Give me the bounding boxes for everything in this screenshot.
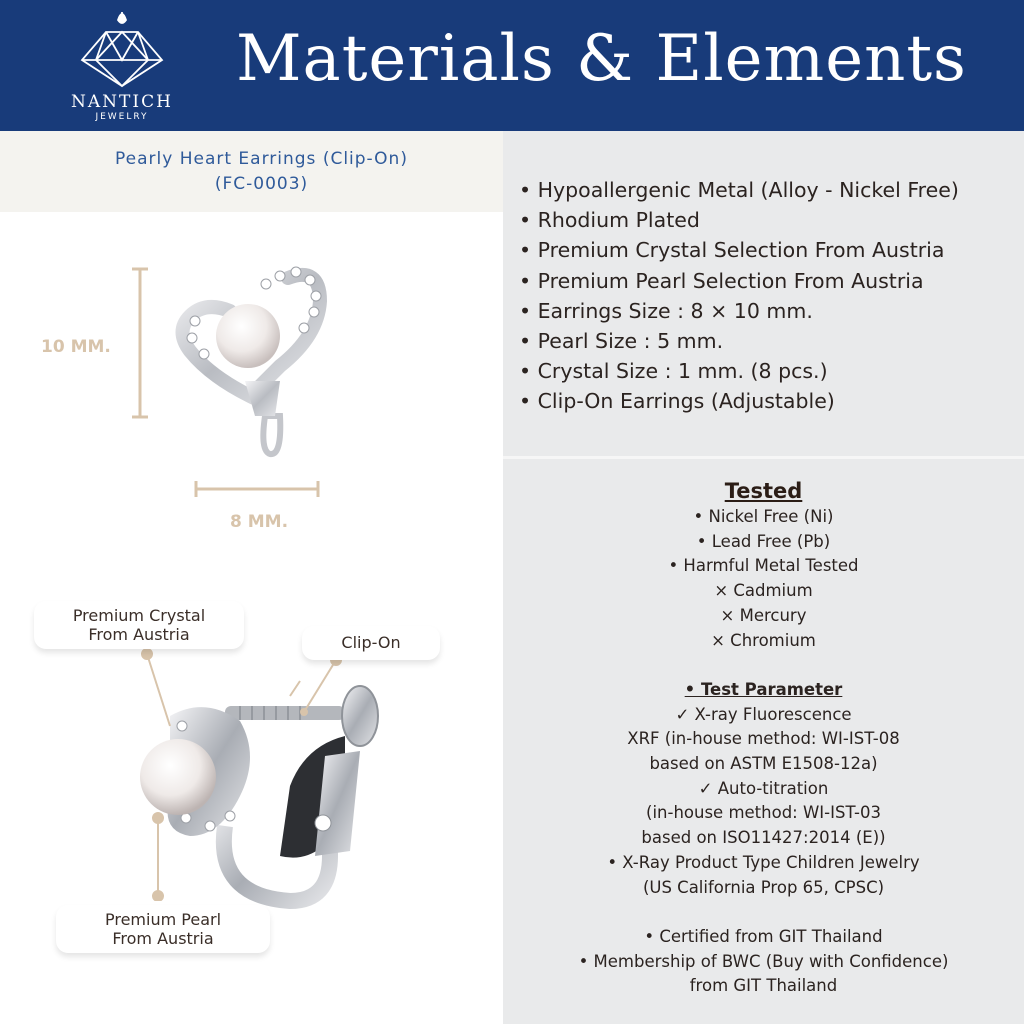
height-label: 10 MM.	[41, 337, 111, 357]
spec-item: • Clip-On Earrings (Adjustable)	[519, 389, 835, 414]
specs-panel	[503, 131, 1024, 456]
tested-block	[503, 477, 1024, 999]
product-name: Pearly Heart Earrings (Clip-On)	[115, 149, 408, 169]
tested-item: • Harmful Metal Tested	[668, 556, 859, 576]
certification-item: • Certified from GIT Thailand	[644, 926, 883, 946]
page-title: Materials & Elements	[236, 22, 967, 96]
test-parameter-item: ✓ Auto-titration	[698, 778, 829, 798]
callout-crystal-line2: From Austria	[88, 625, 190, 644]
tested-item: × Cadmium	[714, 581, 813, 601]
callout-pearl	[56, 905, 270, 953]
spec-item: • Earrings Size : 8 × 10 mm.	[519, 298, 813, 323]
height-dimension-line	[130, 267, 150, 419]
callout-crystal-line1: Premium Crystal	[72, 606, 206, 625]
product-title-band	[0, 131, 503, 212]
spec-item: • Premium Pearl Selection From Austria	[519, 268, 924, 293]
spec-item: • Crystal Size : 1 mm. (8 pcs.)	[519, 359, 828, 384]
tested-item: × Mercury	[720, 605, 807, 625]
callout-clip	[302, 626, 440, 660]
brand-subtitle: JEWELRY	[95, 112, 149, 122]
tested-item: • Lead Free (Pb)	[696, 531, 831, 551]
test-parameter-item: • X-Ray Product Type Children Jewelry	[607, 852, 920, 872]
tested-item: × Chromium	[711, 630, 816, 650]
callout-pearl-line1: Premium Pearl	[104, 910, 222, 929]
diamond-logo-icon	[78, 8, 166, 88]
spacer	[503, 653, 1024, 678]
spec-item: • Premium Crystal Selection From Austria	[519, 238, 945, 263]
test-parameter-item: based on ISO11427:2014 (E))	[641, 828, 886, 848]
earring-front-image	[170, 256, 340, 466]
certification-item: from GIT Thailand	[689, 976, 838, 996]
test-parameter-title: • Test Parameter	[684, 679, 843, 699]
test-parameter-item: (in-house method: WI-IST-03	[646, 803, 881, 823]
tested-title: Tested	[724, 479, 803, 503]
callout-pearl-line2: From Austria	[112, 929, 214, 948]
brand-name: NANTICH	[71, 92, 173, 112]
spec-item: • Rhodium Plated	[519, 208, 700, 233]
width-dimension-line	[194, 479, 320, 499]
product-panel	[0, 131, 503, 1024]
brand-logo	[60, 6, 184, 124]
spec-list	[519, 175, 959, 417]
spec-item: • Pearl Size : 5 mm.	[519, 329, 724, 354]
tested-panel	[503, 459, 1024, 1024]
callout-clip-label: Clip-On	[341, 633, 401, 652]
test-parameter-item: (US California Prop 65, CPSC)	[642, 877, 885, 897]
test-parameter-item: XRF (in-house method: WI-IST-08	[627, 729, 900, 749]
test-parameter-item: based on ASTM E1508-12a)	[649, 754, 878, 774]
product-code: (FC-0003)	[214, 174, 309, 194]
spacer	[503, 900, 1024, 925]
test-parameter-item: ✓ X-ray Fluorescence	[675, 704, 852, 724]
width-label: 8 MM.	[230, 512, 289, 532]
tested-item: • Nickel Free (Ni)	[693, 507, 834, 526]
header-banner	[0, 0, 1024, 131]
certification-item: • Membership of BWC (Buy with Confidence)	[578, 951, 949, 971]
callout-crystal	[34, 601, 244, 649]
spec-item: • Hypoallergenic Metal (Alloy - Nickel Free)	[519, 178, 959, 202]
